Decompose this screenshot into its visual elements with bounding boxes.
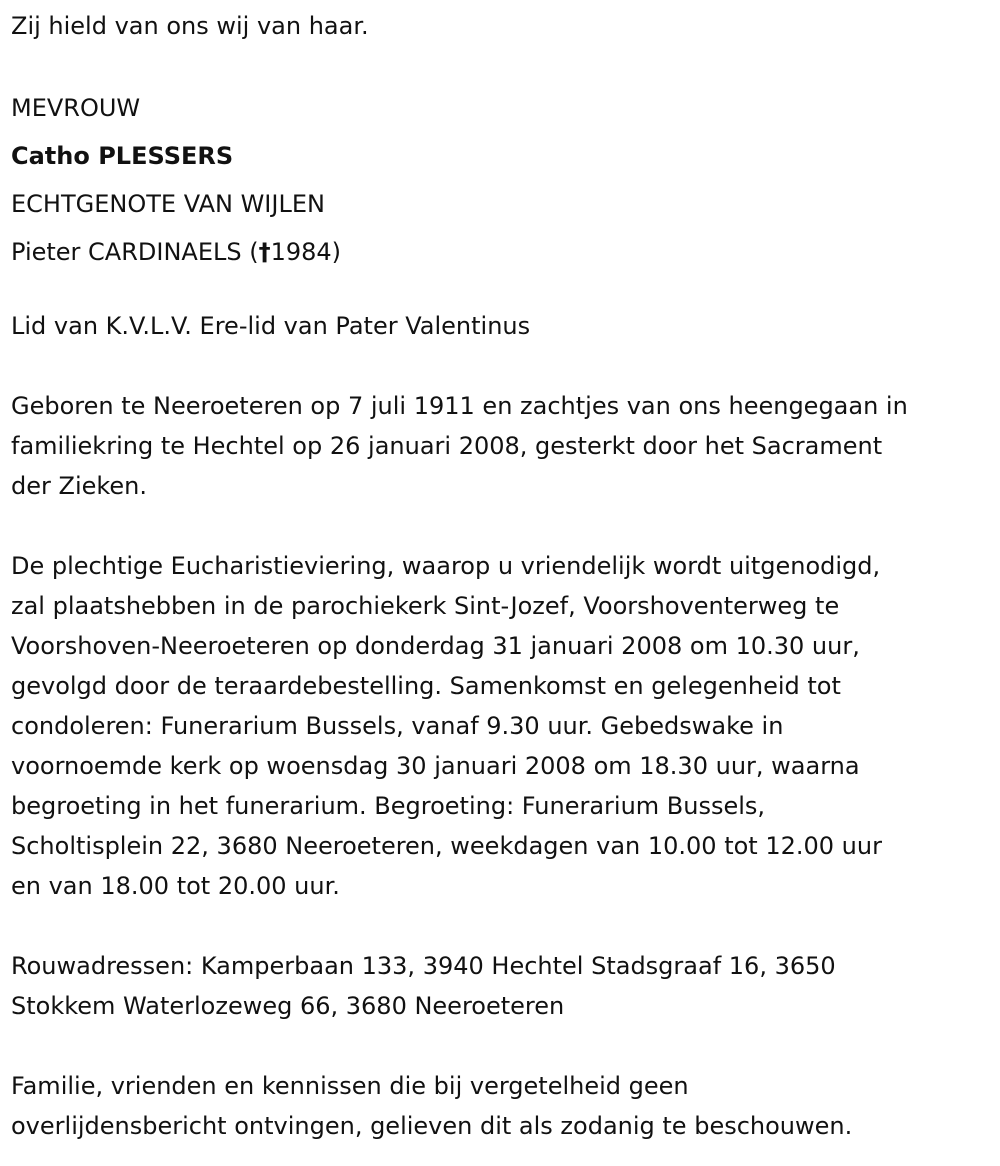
obituary-document [11,0,991,1146]
ceremony-line: voornoemde kerk op woensdag 30 januari 2008 om 18.30 uur, waarna [11,752,860,780]
ceremony-block [11,546,991,906]
spouse-death-year: 1984) [270,238,342,266]
birth-death-line: familiekring te Hechtel op 26 januari 2008, gesterkt door het Sacrament [11,432,883,460]
membership-block [11,306,991,346]
deceased-title: MEVROUW [11,94,141,122]
ceremony-line: gevolgd door de teraardebestelling. Samenkomst en gelegenheid tot [11,672,841,700]
birth-death-line: der Zieken. [11,472,148,500]
deceased-name: Catho PLESSERS [11,142,234,170]
addresses-block [11,946,991,1026]
cross-icon: † [258,238,271,266]
tagline-block [11,6,991,46]
birth-death-block [11,386,991,506]
ceremony-line: Voorshoven-Neeroeteren op donderdag 31 januari 2008 om 10.30 uur, [11,632,860,660]
address-line: Rouwadressen: Kamperbaan 133, 3940 Hechtel Stadsgraaf 16, 3650 [11,952,836,980]
tagline: Zij hield van ons wij van haar. [11,12,369,40]
notice-line: Familie, vrienden en kennissen die bij vergetelheid geen [11,1072,689,1100]
spouse-name: Pieter CARDINAELS ( [11,238,259,266]
notice-block [11,1066,991,1146]
deceased-relation: ECHTGENOTE VAN WIJLEN [11,190,325,218]
deceased-block [11,84,991,276]
ceremony-line: zal plaatshebben in de parochiekerk Sint-Jozef, Voorshoventerweg te [11,592,840,620]
notice-line: overlijdensbericht ontvingen, gelieven dit als zodanig te beschouwen. [11,1112,853,1140]
address-line: Stokkem Waterlozeweg 66, 3680 Neeroeteren [11,992,565,1020]
ceremony-line: Scholtisplein 22, 3680 Neeroeteren, weekdagen van 10.00 tot 12.00 uur [11,832,882,860]
birth-death-line: Geboren te Neeroeteren op 7 juli 1911 en zachtjes van ons heengegaan in [11,392,908,420]
membership: Lid van K.V.L.V. Ere-lid van Pater Valentinus [11,312,531,340]
spouse-line [11,228,991,276]
ceremony-line: en van 18.00 tot 20.00 uur. [11,872,340,900]
ceremony-line: De plechtige Eucharistieviering, waarop u vriendelijk wordt uitgenodigd, [11,552,881,580]
ceremony-line: condoleren: Funerarium Bussels, vanaf 9.30 uur. Gebedswake in [11,712,784,740]
ceremony-line: begroeting in het funerarium. Begroeting: Funerarium Bussels, [11,792,766,820]
